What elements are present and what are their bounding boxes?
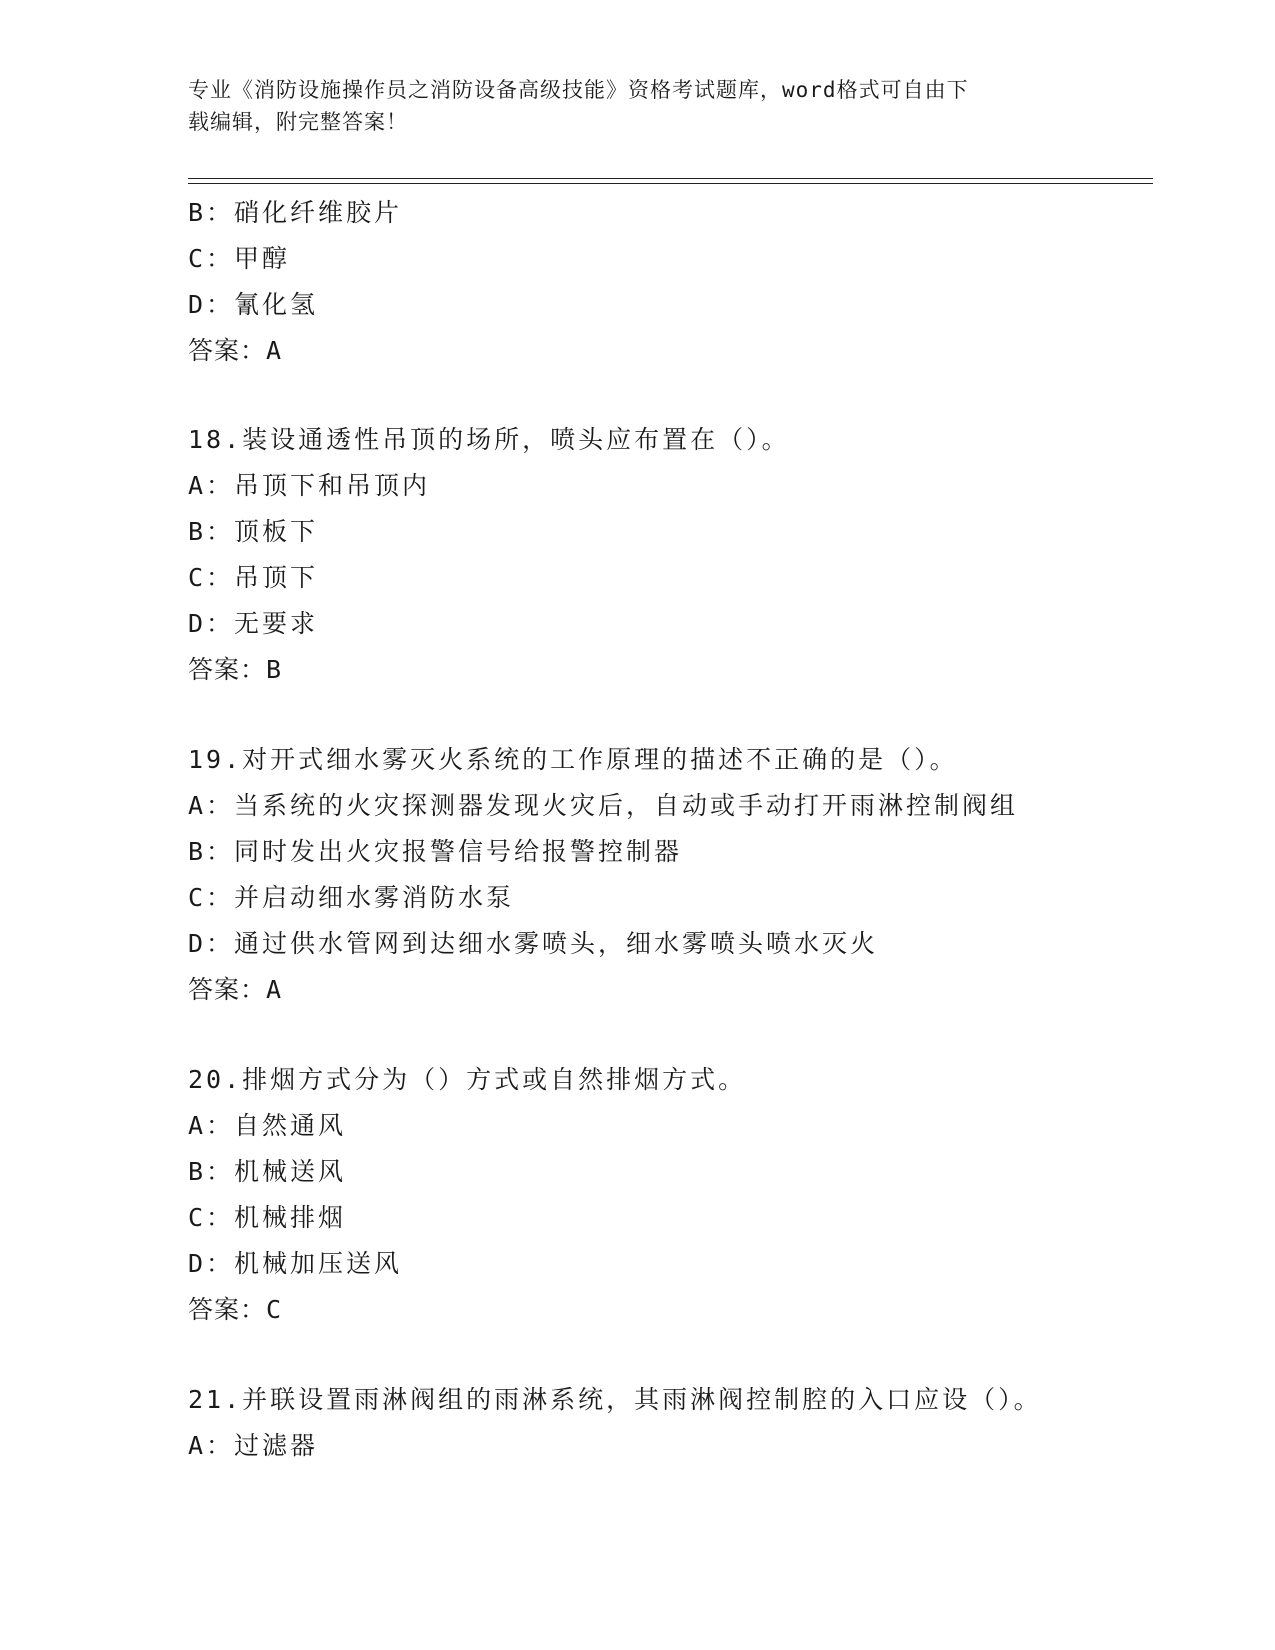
answer-line: 答案：A <box>188 975 283 1004</box>
spacer <box>188 1333 1148 1377</box>
option-b: B：硝化纤维胶片 <box>188 198 403 227</box>
document-header <box>188 74 1088 138</box>
question-block-21 <box>188 1377 1148 1469</box>
question-stem: 20.排烟方式分为（）方式或自然排烟方式。 <box>188 1065 747 1094</box>
question-block-20 <box>188 1057 1148 1333</box>
option-a: A：过滤器 <box>188 1431 319 1460</box>
question-list <box>188 190 1148 1469</box>
option-c: C：并启动细水雾消防水泵 <box>188 883 515 912</box>
option-a: A：当系统的火灾探测器发现火灾后，自动或手动打开雨淋控制阀组 <box>188 791 1019 820</box>
answer-line: 答案：C <box>188 1295 283 1324</box>
spacer <box>188 374 1148 417</box>
question-block-19 <box>188 737 1148 1013</box>
spacer <box>188 693 1148 737</box>
header-line-2: 载编辑，附完整答案！ <box>188 110 408 134</box>
answer-line: 答案：B <box>188 655 283 684</box>
question-stem: 21.并联设置雨淋阀组的雨淋系统，其雨淋阀控制腔的入口应设（）。 <box>188 1385 1042 1414</box>
answer-line: 答案：A <box>188 336 283 365</box>
option-d: D：通过供水管网到达细水雾喷头，细水雾喷头喷水灭火 <box>188 929 879 958</box>
option-c: C：吊顶下 <box>188 563 319 592</box>
question-stem: 19.对开式细水雾灭火系统的工作原理的描述不正确的是（）。 <box>188 745 958 774</box>
header-line-1: 专业《消防设施操作员之消防设备高级技能》资格考试题库，word格式可自由下 <box>188 78 969 102</box>
option-a: A：自然通风 <box>188 1111 347 1140</box>
option-a: A：吊顶下和吊顶内 <box>188 471 431 500</box>
option-b: B：同时发出火灾报警信号给报警控制器 <box>188 837 683 866</box>
option-b: B：顶板下 <box>188 517 319 546</box>
spacer <box>188 1013 1148 1057</box>
option-d: D：机械加压送风 <box>188 1249 403 1278</box>
question-stem: 18.装设通透性吊顶的场所，喷头应布置在（）。 <box>188 425 790 454</box>
option-c: C：机械排烟 <box>188 1203 347 1232</box>
option-b: B：机械送风 <box>188 1157 347 1186</box>
header-divider-bottom <box>188 183 1153 184</box>
option-d: D：氰化氢 <box>188 290 319 319</box>
option-d: D：无要求 <box>188 609 319 638</box>
header-divider-top <box>188 178 1153 179</box>
question-block-18 <box>188 417 1148 693</box>
option-c: C：甲醇 <box>188 244 291 273</box>
question-block-17 <box>188 190 1148 374</box>
